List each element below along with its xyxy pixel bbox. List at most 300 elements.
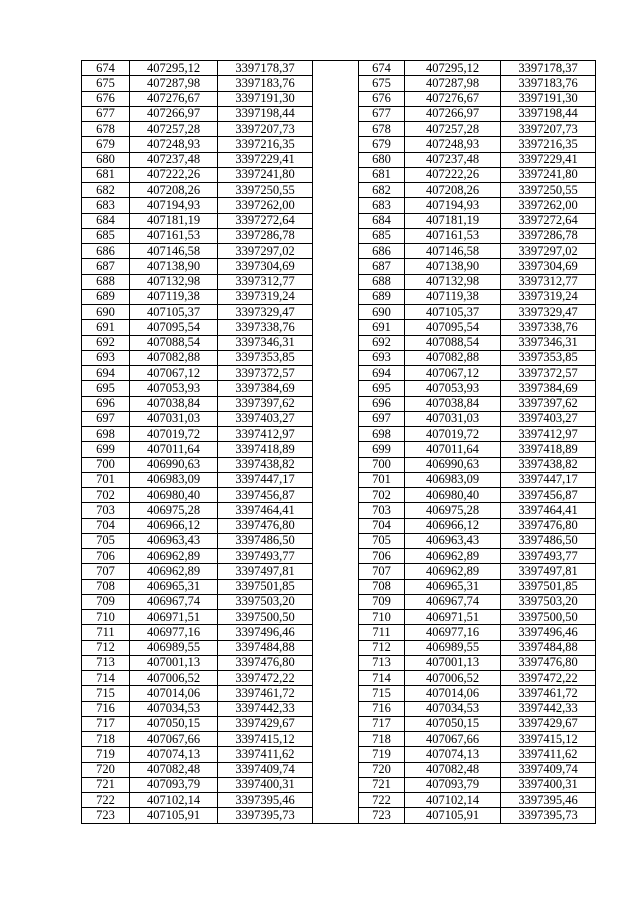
empty-separator-cell <box>313 732 359 747</box>
left-y-coordinate-cell: 3397178,37 <box>218 61 313 76</box>
empty-separator-cell <box>313 762 359 777</box>
table-row <box>82 427 596 442</box>
right-y-coordinate-cell: 3397496,46 <box>501 625 596 640</box>
left-y-coordinate-cell: 3397442,33 <box>218 701 313 716</box>
empty-separator-cell <box>313 259 359 274</box>
left-y-coordinate-cell: 3397353,85 <box>218 350 313 365</box>
left-x-coordinate-cell: 406975,28 <box>130 503 218 518</box>
empty-separator-cell <box>313 411 359 426</box>
right-point-number-cell: 686 <box>359 244 405 259</box>
empty-separator-cell <box>313 808 359 823</box>
empty-separator-cell <box>313 625 359 640</box>
left-point-number-cell: 713 <box>82 655 130 670</box>
table-row <box>82 579 596 594</box>
left-x-coordinate-cell: 406967,74 <box>130 594 218 609</box>
left-x-coordinate-cell: 407287,98 <box>130 76 218 91</box>
right-y-coordinate-cell: 3397411,62 <box>501 747 596 762</box>
right-point-number-cell: 690 <box>359 305 405 320</box>
left-point-number-cell: 721 <box>82 777 130 792</box>
right-y-coordinate-cell: 3397429,67 <box>501 716 596 731</box>
right-point-number-cell: 708 <box>359 579 405 594</box>
table-row <box>82 686 596 701</box>
right-y-coordinate-cell: 3397400,31 <box>501 777 596 792</box>
left-point-number-cell: 705 <box>82 533 130 548</box>
right-x-coordinate-cell: 406965,31 <box>405 579 501 594</box>
table-row <box>82 732 596 747</box>
right-point-number-cell: 717 <box>359 716 405 731</box>
right-y-coordinate-cell: 3397397,62 <box>501 396 596 411</box>
right-y-coordinate-cell: 3397304,69 <box>501 259 596 274</box>
right-point-number-cell: 681 <box>359 167 405 182</box>
table-row <box>82 91 596 106</box>
left-y-coordinate-cell: 3397241,80 <box>218 167 313 182</box>
right-point-number-cell: 719 <box>359 747 405 762</box>
table-row <box>82 549 596 564</box>
left-point-number-cell: 676 <box>82 91 130 106</box>
right-y-coordinate-cell: 3397412,97 <box>501 427 596 442</box>
left-y-coordinate-cell: 3397319,24 <box>218 289 313 304</box>
left-point-number-cell: 710 <box>82 610 130 625</box>
table-row <box>82 594 596 609</box>
left-point-number-cell: 720 <box>82 762 130 777</box>
empty-separator-cell <box>313 396 359 411</box>
left-point-number-cell: 695 <box>82 381 130 396</box>
empty-separator-cell <box>313 671 359 686</box>
right-point-number-cell: 723 <box>359 808 405 823</box>
table-row <box>82 777 596 792</box>
right-y-coordinate-cell: 3397476,80 <box>501 655 596 670</box>
left-y-coordinate-cell: 3397384,69 <box>218 381 313 396</box>
empty-separator-cell <box>313 167 359 182</box>
left-x-coordinate-cell: 406965,31 <box>130 579 218 594</box>
left-x-coordinate-cell: 406989,55 <box>130 640 218 655</box>
right-y-coordinate-cell: 3397191,30 <box>501 91 596 106</box>
right-x-coordinate-cell: 407095,54 <box>405 320 501 335</box>
right-x-coordinate-cell: 407088,54 <box>405 335 501 350</box>
right-x-coordinate-cell: 407011,64 <box>405 442 501 457</box>
table-row <box>82 274 596 289</box>
empty-separator-cell <box>313 106 359 121</box>
right-point-number-cell: 698 <box>359 427 405 442</box>
right-y-coordinate-cell: 3397312,77 <box>501 274 596 289</box>
table-row <box>82 610 596 625</box>
right-point-number-cell: 674 <box>359 61 405 76</box>
right-x-coordinate-cell: 406989,55 <box>405 640 501 655</box>
right-y-coordinate-cell: 3397286,78 <box>501 228 596 243</box>
left-x-coordinate-cell: 407248,93 <box>130 137 218 152</box>
left-point-number-cell: 696 <box>82 396 130 411</box>
right-x-coordinate-cell: 406966,12 <box>405 518 501 533</box>
left-y-coordinate-cell: 3397484,88 <box>218 640 313 655</box>
right-x-coordinate-cell: 407119,38 <box>405 289 501 304</box>
left-x-coordinate-cell: 407222,26 <box>130 167 218 182</box>
empty-separator-cell <box>313 427 359 442</box>
left-x-coordinate-cell: 406971,51 <box>130 610 218 625</box>
left-x-coordinate-cell: 407034,53 <box>130 701 218 716</box>
left-point-number-cell: 674 <box>82 61 130 76</box>
empty-separator-cell <box>313 518 359 533</box>
right-point-number-cell: 709 <box>359 594 405 609</box>
table-row <box>82 808 596 823</box>
empty-separator-cell <box>313 777 359 792</box>
left-point-number-cell: 711 <box>82 625 130 640</box>
empty-separator-cell <box>313 564 359 579</box>
left-x-coordinate-cell: 407082,48 <box>130 762 218 777</box>
left-y-coordinate-cell: 3397346,31 <box>218 335 313 350</box>
left-x-coordinate-cell: 407082,88 <box>130 350 218 365</box>
left-x-coordinate-cell: 407067,12 <box>130 366 218 381</box>
right-point-number-cell: 699 <box>359 442 405 457</box>
left-point-number-cell: 704 <box>82 518 130 533</box>
left-point-number-cell: 686 <box>82 244 130 259</box>
right-y-coordinate-cell: 3397497,81 <box>501 564 596 579</box>
left-y-coordinate-cell: 3397329,47 <box>218 305 313 320</box>
table-row <box>82 411 596 426</box>
right-x-coordinate-cell: 407287,98 <box>405 76 501 91</box>
left-y-coordinate-cell: 3397411,62 <box>218 747 313 762</box>
left-x-coordinate-cell: 406963,43 <box>130 533 218 548</box>
right-point-number-cell: 675 <box>359 76 405 91</box>
table-row <box>82 518 596 533</box>
right-x-coordinate-cell: 406983,09 <box>405 472 501 487</box>
left-x-coordinate-cell: 406962,89 <box>130 564 218 579</box>
right-y-coordinate-cell: 3397409,74 <box>501 762 596 777</box>
empty-separator-cell <box>313 305 359 320</box>
table-row <box>82 76 596 91</box>
empty-separator-cell <box>313 716 359 731</box>
left-y-coordinate-cell: 3397456,87 <box>218 488 313 503</box>
left-x-coordinate-cell: 407105,91 <box>130 808 218 823</box>
left-x-coordinate-cell: 407053,93 <box>130 381 218 396</box>
table-row <box>82 320 596 335</box>
table-row <box>82 442 596 457</box>
right-x-coordinate-cell: 407181,19 <box>405 213 501 228</box>
right-y-coordinate-cell: 3397384,69 <box>501 381 596 396</box>
left-point-number-cell: 687 <box>82 259 130 274</box>
table-row <box>82 213 596 228</box>
right-y-coordinate-cell: 3397456,87 <box>501 488 596 503</box>
right-x-coordinate-cell: 407105,37 <box>405 305 501 320</box>
empty-separator-cell <box>313 213 359 228</box>
table-row <box>82 61 596 76</box>
empty-separator-cell <box>313 137 359 152</box>
right-x-coordinate-cell: 406967,74 <box>405 594 501 609</box>
left-point-number-cell: 677 <box>82 106 130 121</box>
left-y-coordinate-cell: 3397500,50 <box>218 610 313 625</box>
right-x-coordinate-cell: 406990,63 <box>405 457 501 472</box>
right-point-number-cell: 705 <box>359 533 405 548</box>
left-point-number-cell: 694 <box>82 366 130 381</box>
right-y-coordinate-cell: 3397447,17 <box>501 472 596 487</box>
right-x-coordinate-cell: 406962,89 <box>405 564 501 579</box>
right-x-coordinate-cell: 407248,93 <box>405 137 501 152</box>
left-point-number-cell: 723 <box>82 808 130 823</box>
table-row <box>82 762 596 777</box>
right-point-number-cell: 714 <box>359 671 405 686</box>
right-point-number-cell: 711 <box>359 625 405 640</box>
right-point-number-cell: 685 <box>359 228 405 243</box>
empty-separator-cell <box>313 747 359 762</box>
table-row <box>82 244 596 259</box>
table-row <box>82 640 596 655</box>
left-point-number-cell: 712 <box>82 640 130 655</box>
table-row <box>82 350 596 365</box>
right-point-number-cell: 713 <box>359 655 405 670</box>
right-point-number-cell: 701 <box>359 472 405 487</box>
table-row <box>82 701 596 716</box>
left-x-coordinate-cell: 407276,67 <box>130 91 218 106</box>
right-x-coordinate-cell: 407208,26 <box>405 183 501 198</box>
right-y-coordinate-cell: 3397484,88 <box>501 640 596 655</box>
left-x-coordinate-cell: 406980,40 <box>130 488 218 503</box>
table-row <box>82 305 596 320</box>
left-y-coordinate-cell: 3397229,41 <box>218 152 313 167</box>
table-row <box>82 183 596 198</box>
right-x-coordinate-cell: 407031,03 <box>405 411 501 426</box>
empty-separator-cell <box>313 594 359 609</box>
left-y-coordinate-cell: 3397286,78 <box>218 228 313 243</box>
right-point-number-cell: 721 <box>359 777 405 792</box>
left-y-coordinate-cell: 3397461,72 <box>218 686 313 701</box>
left-x-coordinate-cell: 407050,15 <box>130 716 218 731</box>
right-y-coordinate-cell: 3397272,64 <box>501 213 596 228</box>
table-row <box>82 152 596 167</box>
right-point-number-cell: 716 <box>359 701 405 716</box>
left-x-coordinate-cell: 407208,26 <box>130 183 218 198</box>
left-y-coordinate-cell: 3397262,00 <box>218 198 313 213</box>
left-point-number-cell: 708 <box>82 579 130 594</box>
empty-separator-cell <box>313 61 359 76</box>
empty-separator-cell <box>313 533 359 548</box>
left-point-number-cell: 683 <box>82 198 130 213</box>
right-x-coordinate-cell: 406971,51 <box>405 610 501 625</box>
left-point-number-cell: 679 <box>82 137 130 152</box>
empty-separator-cell <box>313 640 359 655</box>
table-row <box>82 381 596 396</box>
left-point-number-cell: 719 <box>82 747 130 762</box>
left-point-number-cell: 691 <box>82 320 130 335</box>
right-x-coordinate-cell: 407082,88 <box>405 350 501 365</box>
right-x-coordinate-cell: 406962,89 <box>405 549 501 564</box>
right-x-coordinate-cell: 407222,26 <box>405 167 501 182</box>
empty-separator-cell <box>313 244 359 259</box>
right-x-coordinate-cell: 407237,48 <box>405 152 501 167</box>
left-y-coordinate-cell: 3397395,73 <box>218 808 313 823</box>
right-point-number-cell: 704 <box>359 518 405 533</box>
right-x-coordinate-cell: 407146,58 <box>405 244 501 259</box>
left-x-coordinate-cell: 407138,90 <box>130 259 218 274</box>
right-y-coordinate-cell: 3397438,82 <box>501 457 596 472</box>
right-y-coordinate-cell: 3397418,89 <box>501 442 596 457</box>
empty-separator-cell <box>313 655 359 670</box>
empty-separator-cell <box>313 793 359 808</box>
right-y-coordinate-cell: 3397207,73 <box>501 122 596 137</box>
left-y-coordinate-cell: 3397272,64 <box>218 213 313 228</box>
empty-separator-cell <box>313 183 359 198</box>
left-point-number-cell: 675 <box>82 76 130 91</box>
right-point-number-cell: 718 <box>359 732 405 747</box>
right-x-coordinate-cell: 407067,66 <box>405 732 501 747</box>
right-point-number-cell: 683 <box>359 198 405 213</box>
left-y-coordinate-cell: 3397400,31 <box>218 777 313 792</box>
right-point-number-cell: 676 <box>359 91 405 106</box>
empty-separator-cell <box>313 274 359 289</box>
right-point-number-cell: 712 <box>359 640 405 655</box>
left-y-coordinate-cell: 3397409,74 <box>218 762 313 777</box>
table-row <box>82 122 596 137</box>
right-x-coordinate-cell: 407001,13 <box>405 655 501 670</box>
empty-separator-cell <box>313 289 359 304</box>
left-point-number-cell: 690 <box>82 305 130 320</box>
left-y-coordinate-cell: 3397312,77 <box>218 274 313 289</box>
right-y-coordinate-cell: 3397262,00 <box>501 198 596 213</box>
left-y-coordinate-cell: 3397198,44 <box>218 106 313 121</box>
right-x-coordinate-cell: 406980,40 <box>405 488 501 503</box>
right-y-coordinate-cell: 3397493,77 <box>501 549 596 564</box>
left-x-coordinate-cell: 407132,98 <box>130 274 218 289</box>
right-x-coordinate-cell: 407067,12 <box>405 366 501 381</box>
empty-separator-cell <box>313 76 359 91</box>
left-point-number-cell: 709 <box>82 594 130 609</box>
right-x-coordinate-cell: 407138,90 <box>405 259 501 274</box>
empty-separator-cell <box>313 610 359 625</box>
right-point-number-cell: 688 <box>359 274 405 289</box>
left-y-coordinate-cell: 3397503,20 <box>218 594 313 609</box>
left-y-coordinate-cell: 3397297,02 <box>218 244 313 259</box>
table-row <box>82 366 596 381</box>
left-x-coordinate-cell: 407257,28 <box>130 122 218 137</box>
left-y-coordinate-cell: 3397403,27 <box>218 411 313 426</box>
empty-separator-cell <box>313 503 359 518</box>
table-row <box>82 503 596 518</box>
right-y-coordinate-cell: 3397372,57 <box>501 366 596 381</box>
table-row <box>82 716 596 731</box>
table-row <box>82 793 596 808</box>
left-x-coordinate-cell: 407266,97 <box>130 106 218 121</box>
right-y-coordinate-cell: 3397346,31 <box>501 335 596 350</box>
left-x-coordinate-cell: 407181,19 <box>130 213 218 228</box>
right-x-coordinate-cell: 406963,43 <box>405 533 501 548</box>
right-y-coordinate-cell: 3397353,85 <box>501 350 596 365</box>
left-point-number-cell: 701 <box>82 472 130 487</box>
table-row <box>82 533 596 548</box>
empty-separator-cell <box>313 457 359 472</box>
left-point-number-cell: 697 <box>82 411 130 426</box>
right-point-number-cell: 692 <box>359 335 405 350</box>
right-point-number-cell: 678 <box>359 122 405 137</box>
left-point-number-cell: 714 <box>82 671 130 686</box>
coordinates-table <box>81 60 596 824</box>
empty-separator-cell <box>313 198 359 213</box>
table-row <box>82 259 596 274</box>
right-x-coordinate-cell: 407161,53 <box>405 228 501 243</box>
right-point-number-cell: 677 <box>359 106 405 121</box>
left-y-coordinate-cell: 3397486,50 <box>218 533 313 548</box>
right-point-number-cell: 682 <box>359 183 405 198</box>
right-point-number-cell: 720 <box>359 762 405 777</box>
empty-separator-cell <box>313 122 359 137</box>
left-x-coordinate-cell: 407019,72 <box>130 427 218 442</box>
empty-separator-cell <box>313 320 359 335</box>
left-x-coordinate-cell: 406983,09 <box>130 472 218 487</box>
right-x-coordinate-cell: 407019,72 <box>405 427 501 442</box>
right-y-coordinate-cell: 3397501,85 <box>501 579 596 594</box>
left-x-coordinate-cell: 407095,54 <box>130 320 218 335</box>
empty-separator-cell <box>313 335 359 350</box>
left-point-number-cell: 692 <box>82 335 130 350</box>
right-point-number-cell: 691 <box>359 320 405 335</box>
empty-separator-cell <box>313 366 359 381</box>
right-point-number-cell: 697 <box>359 411 405 426</box>
left-point-number-cell: 715 <box>82 686 130 701</box>
left-y-coordinate-cell: 3397183,76 <box>218 76 313 91</box>
empty-separator-cell <box>313 381 359 396</box>
left-x-coordinate-cell: 407067,66 <box>130 732 218 747</box>
right-y-coordinate-cell: 3397241,80 <box>501 167 596 182</box>
empty-separator-cell <box>313 579 359 594</box>
table-row <box>82 625 596 640</box>
right-point-number-cell: 706 <box>359 549 405 564</box>
right-point-number-cell: 695 <box>359 381 405 396</box>
left-y-coordinate-cell: 3397472,22 <box>218 671 313 686</box>
empty-separator-cell <box>313 152 359 167</box>
right-x-coordinate-cell: 407093,79 <box>405 777 501 792</box>
left-y-coordinate-cell: 3397496,46 <box>218 625 313 640</box>
left-x-coordinate-cell: 407237,48 <box>130 152 218 167</box>
right-point-number-cell: 694 <box>359 366 405 381</box>
left-x-coordinate-cell: 407011,64 <box>130 442 218 457</box>
right-x-coordinate-cell: 406975,28 <box>405 503 501 518</box>
left-y-coordinate-cell: 3397250,55 <box>218 183 313 198</box>
right-y-coordinate-cell: 3397178,37 <box>501 61 596 76</box>
right-point-number-cell: 700 <box>359 457 405 472</box>
left-point-number-cell: 682 <box>82 183 130 198</box>
left-x-coordinate-cell: 407161,53 <box>130 228 218 243</box>
right-x-coordinate-cell: 407266,97 <box>405 106 501 121</box>
table-row <box>82 289 596 304</box>
right-y-coordinate-cell: 3397395,73 <box>501 808 596 823</box>
empty-separator-cell <box>313 549 359 564</box>
left-x-coordinate-cell: 407119,38 <box>130 289 218 304</box>
right-point-number-cell: 707 <box>359 564 405 579</box>
right-point-number-cell: 702 <box>359 488 405 503</box>
left-y-coordinate-cell: 3397418,89 <box>218 442 313 457</box>
left-y-coordinate-cell: 3397372,57 <box>218 366 313 381</box>
left-y-coordinate-cell: 3397497,81 <box>218 564 313 579</box>
left-x-coordinate-cell: 406990,63 <box>130 457 218 472</box>
right-y-coordinate-cell: 3397250,55 <box>501 183 596 198</box>
left-x-coordinate-cell: 407194,93 <box>130 198 218 213</box>
right-x-coordinate-cell: 407014,06 <box>405 686 501 701</box>
left-y-coordinate-cell: 3397438,82 <box>218 457 313 472</box>
left-x-coordinate-cell: 407295,12 <box>130 61 218 76</box>
right-y-coordinate-cell: 3397338,76 <box>501 320 596 335</box>
left-y-coordinate-cell: 3397191,30 <box>218 91 313 106</box>
right-x-coordinate-cell: 407194,93 <box>405 198 501 213</box>
left-point-number-cell: 722 <box>82 793 130 808</box>
right-y-coordinate-cell: 3397216,35 <box>501 137 596 152</box>
empty-separator-cell <box>313 350 359 365</box>
right-x-coordinate-cell: 407102,14 <box>405 793 501 808</box>
right-point-number-cell: 680 <box>359 152 405 167</box>
left-x-coordinate-cell: 406962,89 <box>130 549 218 564</box>
left-point-number-cell: 693 <box>82 350 130 365</box>
right-point-number-cell: 715 <box>359 686 405 701</box>
left-x-coordinate-cell: 407105,37 <box>130 305 218 320</box>
left-x-coordinate-cell: 407102,14 <box>130 793 218 808</box>
left-y-coordinate-cell: 3397304,69 <box>218 259 313 274</box>
left-point-number-cell: 689 <box>82 289 130 304</box>
